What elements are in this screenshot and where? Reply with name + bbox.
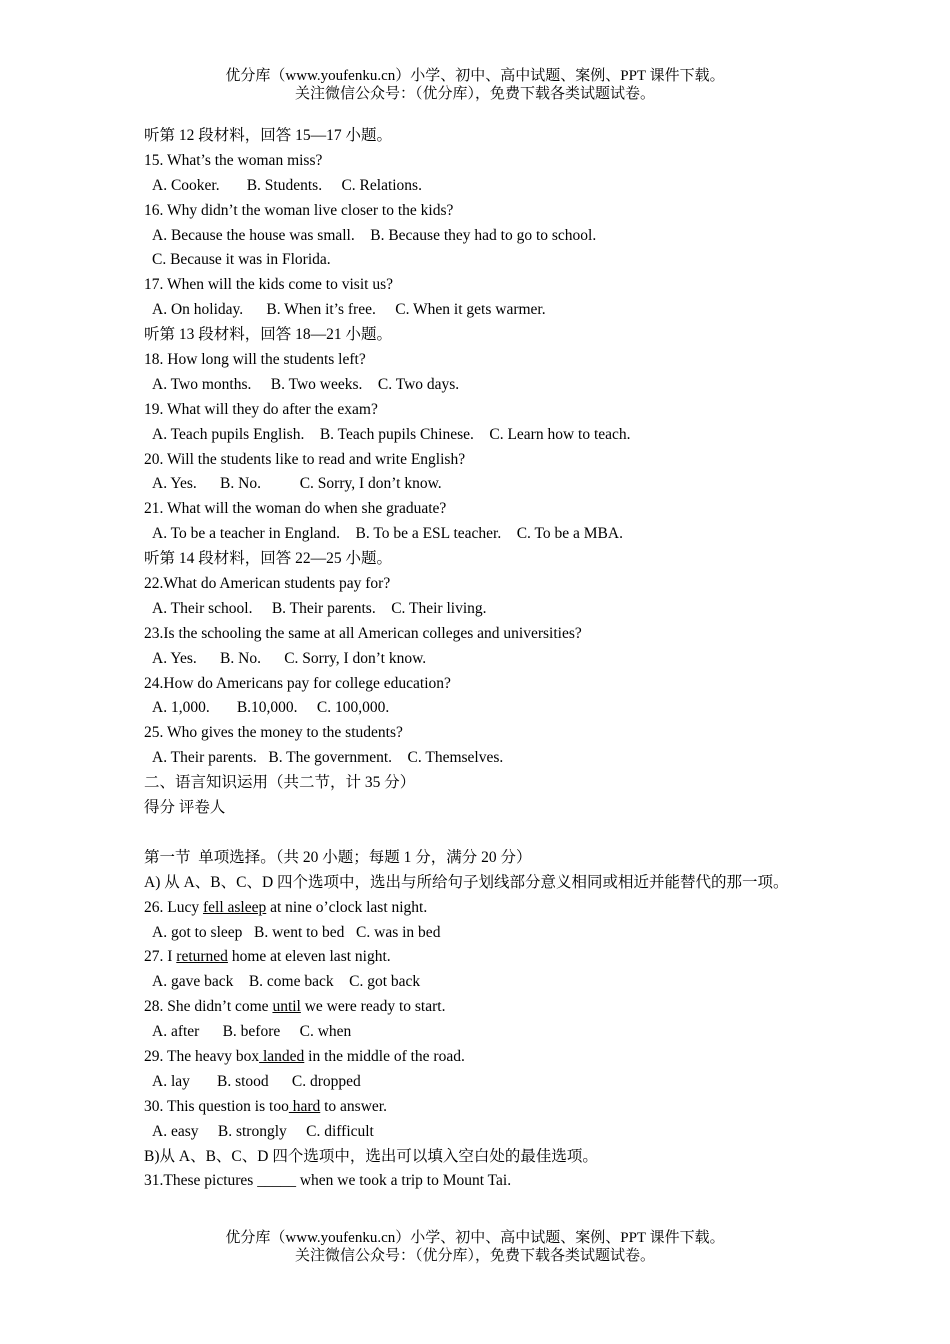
page-footer <box>0 1229 950 1265</box>
question-27 <box>144 945 824 970</box>
question-text: 26. Lucy <box>144 898 203 916</box>
page-header <box>0 67 950 103</box>
question-25-options: A. Their parents. B. The government. C. Themselves. <box>152 749 504 767</box>
part-heading: 二、语言知识运用（共二节，计 35 分） <box>144 774 416 792</box>
question-31: 31.These pictures _____ when we took a trip to Mount Tai. <box>144 1172 512 1190</box>
section-instruction: 听第 14 段材料，回答 22—25 小题。 <box>144 550 393 568</box>
question-21: 21. What will the woman do when she graduate? <box>144 500 447 518</box>
question-text: 30. This question is too <box>144 1097 289 1115</box>
question-30-options: A. easy B. strongly C. difficult <box>152 1122 374 1140</box>
section-instruction: 听第 13 段材料，回答 18—21 小题。 <box>144 326 393 344</box>
exam-content <box>144 124 824 1194</box>
question-28-options: A. after B. before C. when <box>152 1023 352 1041</box>
header-line-2: 关注微信公众号：（优分库），免费下载各类试题试卷。 <box>294 86 655 102</box>
question-text: in the middle of the road. <box>304 1047 465 1065</box>
question-16-options-c: C. Because it was in Florida. <box>152 251 331 269</box>
section-instruction: A) 从 A、B、C、D 四个选项中，选出与所给句子划线部分意义相同或相近并能替代的那一项。 <box>144 873 789 891</box>
question-30 <box>144 1095 824 1120</box>
question-26-options: A. got to sleep B. went to bed C. was in bed <box>152 923 441 941</box>
question-29-options: A. lay B. stood C. dropped <box>152 1072 361 1090</box>
underlined-phrase: landed <box>259 1047 305 1065</box>
question-26 <box>144 896 824 921</box>
question-27-options: A. gave back B. come back C. got back <box>152 973 421 991</box>
question-25: 25. Who gives the money to the students? <box>144 724 403 742</box>
question-23-options: A. Yes. B. No. C. Sorry, I don’t know. <box>152 649 427 667</box>
question-28 <box>144 995 824 1020</box>
question-22-options: A. Their school. B. Their parents. C. Their living. <box>152 599 487 617</box>
question-24-options: A. 1,000. B.10,000. C. 100,000. <box>152 699 390 717</box>
question-20-options: A. Yes. B. No. C. Sorry, I don’t know. <box>152 475 442 493</box>
question-18-options: A. Two months. B. Two weeks. C. Two days. <box>152 375 460 393</box>
question-text: 27. I <box>144 948 177 966</box>
underlined-phrase: hard <box>288 1097 321 1115</box>
question-19: 19. What will they do after the exam? <box>144 400 378 418</box>
question-17-options: A. On holiday. B. When it’s free. C. When it gets warmer. <box>152 301 546 319</box>
question-19-options: A. Teach pupils English. B. Teach pupils Chinese. C. Learn how to teach. <box>152 425 631 443</box>
question-15-options: A. Cooker. B. Students. C. Relations. <box>152 176 422 194</box>
question-text: we were ready to start. <box>300 998 446 1016</box>
question-text: home at eleven last night. <box>227 948 391 966</box>
underlined-phrase: until <box>272 998 301 1016</box>
underlined-phrase: fell asleep <box>202 898 267 916</box>
section-instruction: 听第 12 段材料，回答 15—17 小题。 <box>144 127 393 144</box>
question-22: 22.What do American students pay for? <box>144 575 391 593</box>
question-text: at nine o’clock last night. <box>266 898 428 916</box>
question-20: 20. Will the students like to read and write English? <box>144 450 466 468</box>
question-18: 18. How long will the students left? <box>144 351 366 369</box>
underlined-phrase: returned <box>176 948 228 966</box>
question-23: 23.Is the schooling the same at all American colleges and universities? <box>144 624 582 642</box>
question-17: 17. When will the kids come to visit us? <box>144 276 393 294</box>
score-label: 得分 评卷人 <box>144 799 226 817</box>
blank-line <box>144 821 824 846</box>
question-24: 24.How do Americans pay for college education? <box>144 674 451 692</box>
question-text: to answer. <box>320 1097 387 1115</box>
footer-line-1: 优分库（www.youfenku.cn）小学、初中、高中试题、案例、PPT 课件下载。 <box>225 1230 725 1246</box>
section-heading: 第一节 单项选择。（共 20 小题；每题 1 分，满分 20 分） <box>144 848 532 866</box>
question-15: 15. What’s the woman miss? <box>144 151 323 169</box>
footer-line-2: 关注微信公众号：（优分库），免费下载各类试题试卷。 <box>294 1248 655 1264</box>
question-16-options: A. Because the house was small. B. Because they had to go to school. <box>152 226 597 244</box>
question-text: 28. She didn’t come <box>144 998 273 1016</box>
question-16: 16. Why didn’t the woman live closer to the kids? <box>144 201 454 219</box>
question-text: 29. The heavy box <box>144 1047 260 1065</box>
section-instruction: B)从 A、B、C、D 四个选项中，选出可以填入空白处的最佳选项。 <box>144 1147 598 1165</box>
header-line-1: 优分库（www.youfenku.cn）小学、初中、高中试题、案例、PPT 课件下载。 <box>225 68 725 84</box>
question-21-options: A. To be a teacher in England. B. To be a ESL teacher. C. To be a MBA. <box>152 525 623 543</box>
question-29 <box>144 1045 824 1070</box>
